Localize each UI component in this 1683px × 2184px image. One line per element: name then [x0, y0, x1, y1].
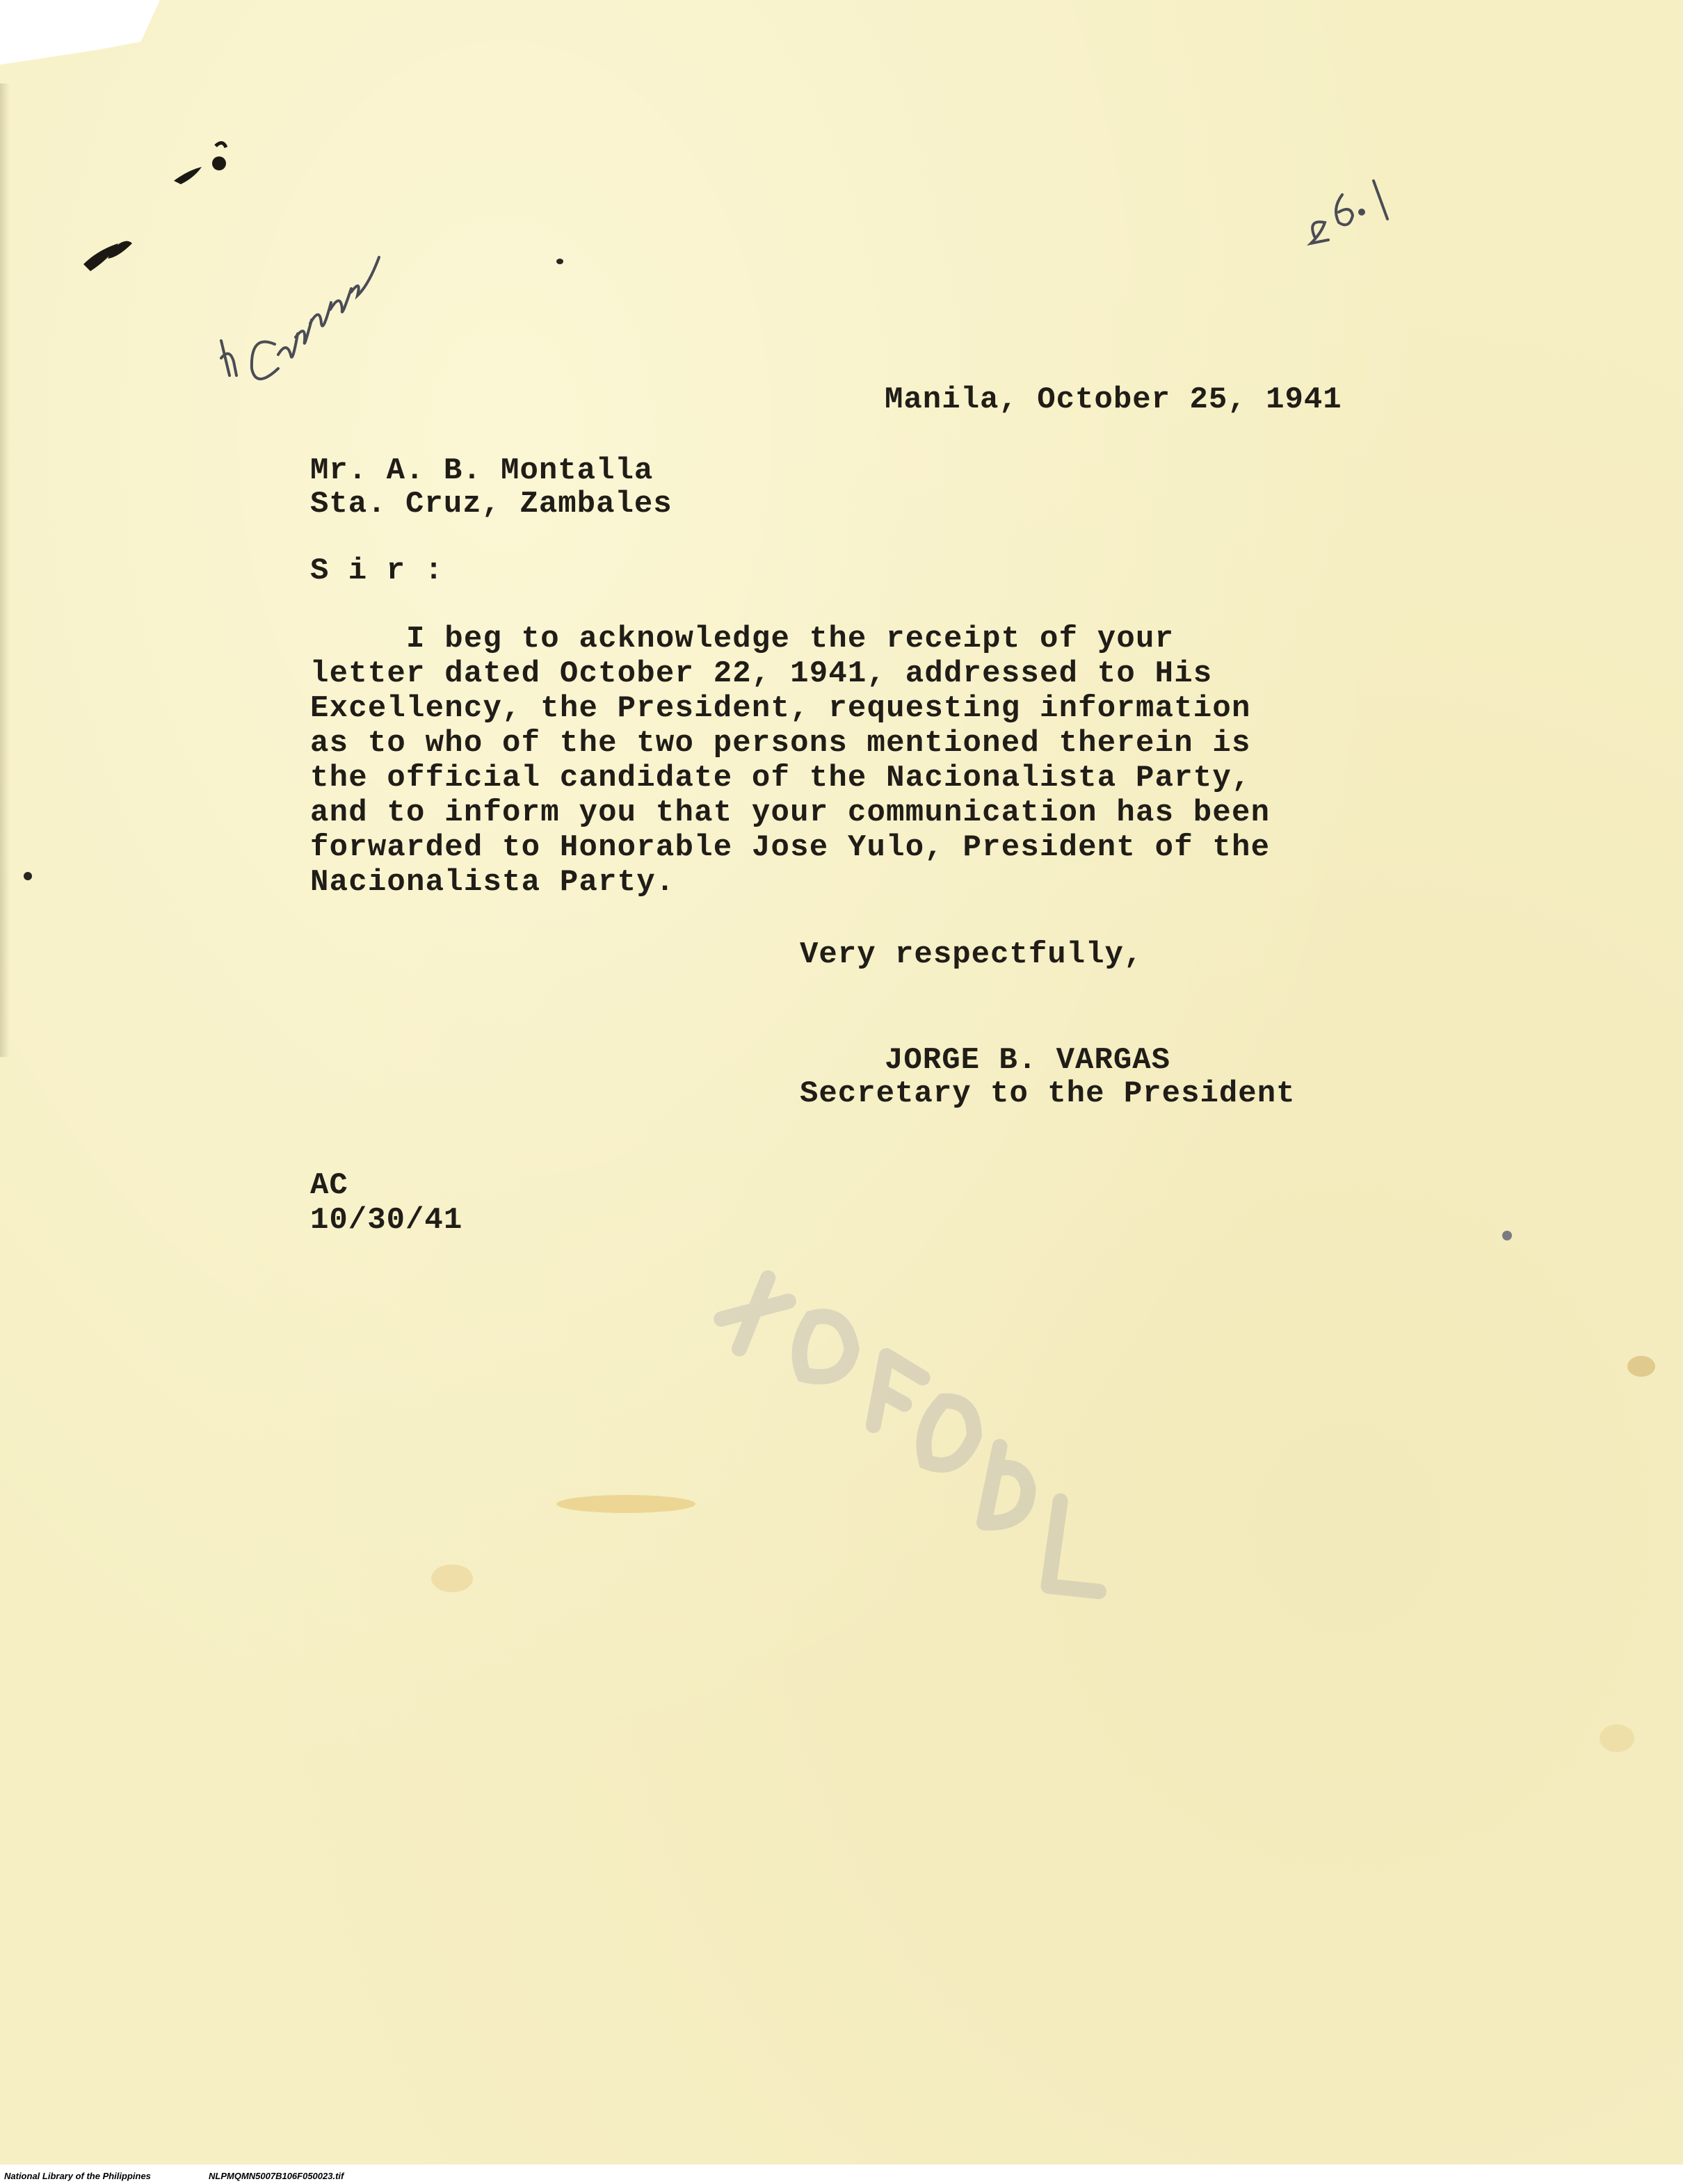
- body-line: forwarded to Honorable Jose Yulo, President of the: [310, 830, 1271, 865]
- closing: Very respectfully,: [800, 937, 1143, 972]
- faded-received-stamp: [633, 1231, 1217, 1661]
- handwritten-annotation-left: [209, 167, 396, 396]
- stain-mark: [556, 1495, 695, 1513]
- footer-filename: NLPMQMN5007B106F050023.tif: [209, 2171, 344, 2181]
- archive-footer: [0, 2165, 1683, 2184]
- salutation: S i r :: [310, 553, 444, 588]
- body-line: as to who of the two persons mentioned therein is: [310, 726, 1251, 761]
- body-line: and to inform you that your communication has been: [310, 795, 1271, 830]
- dateline: Manila, October 25, 1941: [885, 382, 1342, 417]
- ink-dot: [556, 259, 563, 264]
- body-line: the official candidate of the Nacionalista Party,: [310, 761, 1251, 795]
- letter-body: [310, 622, 1395, 900]
- handwritten-annotation-right: [1300, 153, 1405, 250]
- recipient-name: Mr. A. B. Montalla: [310, 453, 654, 488]
- ink-dot: [24, 872, 32, 880]
- initials-date: 10/30/41: [310, 1203, 463, 1238]
- body-line: I beg to acknowledge the receipt of your: [310, 622, 1175, 656]
- ink-dot: [1502, 1231, 1512, 1240]
- stain-mark: [1600, 1724, 1634, 1752]
- stain-mark: [431, 1564, 473, 1592]
- signatory-title: Secretary to the President: [800, 1076, 1296, 1111]
- recipient-address: Sta. Cruz, Zambales: [310, 487, 673, 521]
- stain-mark: [1627, 1356, 1655, 1377]
- body-line: letter dated October 22, 1941, addressed to His: [310, 656, 1213, 691]
- typist-initials: AC: [310, 1168, 348, 1203]
- torn-corner: [0, 0, 160, 104]
- body-line: Nacionalista Party.: [310, 865, 675, 900]
- signatory-name: JORGE B. VARGAS: [885, 1043, 1171, 1078]
- paper-edge-shadow: [0, 83, 10, 1057]
- footer-institution: National Library of the Philippines: [4, 2171, 151, 2181]
- body-line: Excellency, the President, requesting information: [310, 691, 1251, 726]
